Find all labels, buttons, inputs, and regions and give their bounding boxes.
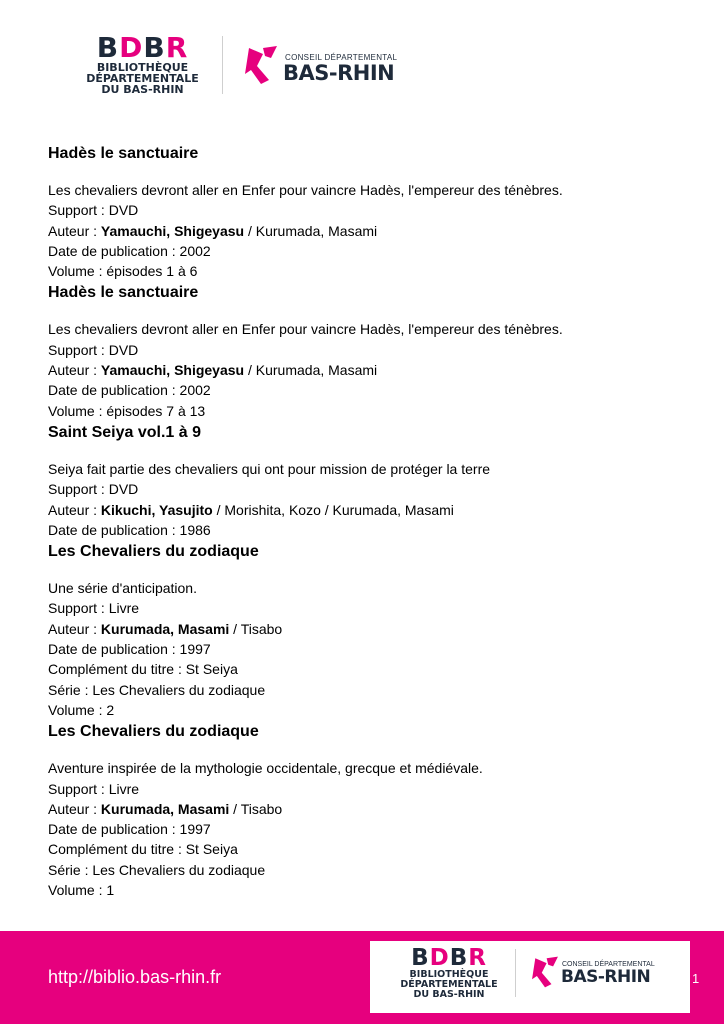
cd-top-text: CONSEIL DÉPARTEMENTAL [285, 53, 398, 62]
author-main: Kikuchi, Yasujito [100, 501, 213, 518]
notice-desc: Une série d'anticipation. [48, 580, 197, 597]
author-main: Yamauchi, Shigeyasu [100, 362, 245, 379]
notice-title: Les Chevaliers du zodiaque [48, 543, 259, 561]
bas-rhin-flag-icon [243, 44, 279, 86]
notice-title: Hadès le sanctuaire [48, 284, 199, 302]
page-header [0, 0, 724, 115]
notice-desc: Les chevaliers devront aller en Enfer pour vaincre Hadès, l'empereur des ténèbres. [48, 321, 563, 338]
bdbr-line-2: DÉPARTEMENTALE [86, 72, 199, 85]
notice [48, 142, 688, 281]
notice-extra: Complément du titre : St Seiya [48, 661, 238, 678]
bdbr-logo [80, 31, 205, 96]
notice-support: Support : DVD [48, 341, 139, 358]
notice-support: Support : DVD [48, 481, 139, 498]
notice-date: Date de publication : 1986 [48, 521, 211, 538]
notice-date: Date de publication : 1997 [48, 821, 211, 838]
notice-author: Auteur : Yamauchi, Shigeyasu / Kurumada, Masami [48, 222, 378, 239]
notice-extra: Volume : épisodes 1 à 6 [48, 263, 198, 280]
notice-author: Auteur : Kikuchi, Yasujito / Morishita, Kozo / Kurumada, Masami [48, 501, 454, 518]
footer-logo-divider [515, 949, 516, 997]
bas-rhin-flag-icon [530, 955, 560, 989]
notice [48, 281, 688, 420]
notice-support: Support : Livre [48, 600, 140, 617]
notice [48, 720, 688, 900]
author-main: Kurumada, Masami [100, 800, 230, 817]
notice-author: Auteur : Kurumada, Masami / Tisabo [48, 800, 283, 817]
notice-date: Date de publication : 1997 [48, 641, 211, 658]
notice-title: Saint Seiya vol.1 à 9 [48, 423, 201, 441]
author-main: Kurumada, Masami [100, 620, 230, 637]
notice-extra: Série : Les Chevaliers du zodiaque [48, 681, 266, 698]
footer-bdbr-logo: BDBR BIBLIOTHÈQUE DÉPARTEMENTALE DU BAS-RHIN [400, 945, 498, 1000]
footer-url-link[interactable]: http://biblio.bas-rhin.fr [48, 967, 222, 987]
footer-logos: BDBR BIBLIOTHÈQUE DÉPARTEMENTALE DU BAS-RHIN CONSEIL DÉPARTEMENTAL BAS-RHIN [370, 941, 690, 1013]
page-number: 1 [692, 971, 700, 986]
cd-name-text: BAS-RHIN [283, 61, 395, 85]
notice-desc: Seiya fait partie des chevaliers qui ont pour mission de protéger la terre [48, 460, 491, 477]
notice-date: Date de publication : 2002 [48, 242, 211, 259]
notice-author: Auteur : Kurumada, Masami / Tisabo [48, 620, 283, 637]
notice-support: Support : DVD [48, 202, 139, 219]
page-footer [0, 931, 724, 1024]
notice-title: Hadès le sanctuaire [48, 145, 199, 162]
bdbr-mark: BDBR [96, 31, 189, 64]
notice-title: Les Chevaliers du zodiaque [48, 723, 259, 741]
notice-support: Support : Livre [48, 780, 140, 797]
notice-desc: Aventure inspirée de la mythologie occidentale, grecque et médiévale. [48, 760, 483, 777]
notice-list [48, 142, 688, 900]
notice-extra: Volume : 1 [48, 882, 115, 899]
notice-date: Date de publication : 2002 [48, 382, 211, 399]
notice [48, 421, 688, 540]
bdbr-line-1: BIBLIOTHÈQUE [96, 61, 189, 74]
notice-extra: Complément du titre : St Seiya [48, 841, 238, 858]
logo-divider [222, 36, 223, 94]
notice-extra: Volume : 2 [48, 701, 115, 718]
notice-extra: Série : Les Chevaliers du zodiaque [48, 861, 266, 878]
bdbr-line-3: DU BAS-RHIN [101, 83, 184, 96]
notice-author: Auteur : Yamauchi, Shigeyasu / Kurumada, Masami [48, 362, 378, 379]
notice-desc: Les chevaliers devront aller en Enfer pour vaincre Hadès, l'empereur des ténèbres. [48, 182, 563, 198]
notice-extra: Volume : épisodes 7 à 13 [48, 402, 206, 419]
author-main: Yamauchi, Shigeyasu [100, 222, 245, 239]
notice [48, 540, 688, 720]
